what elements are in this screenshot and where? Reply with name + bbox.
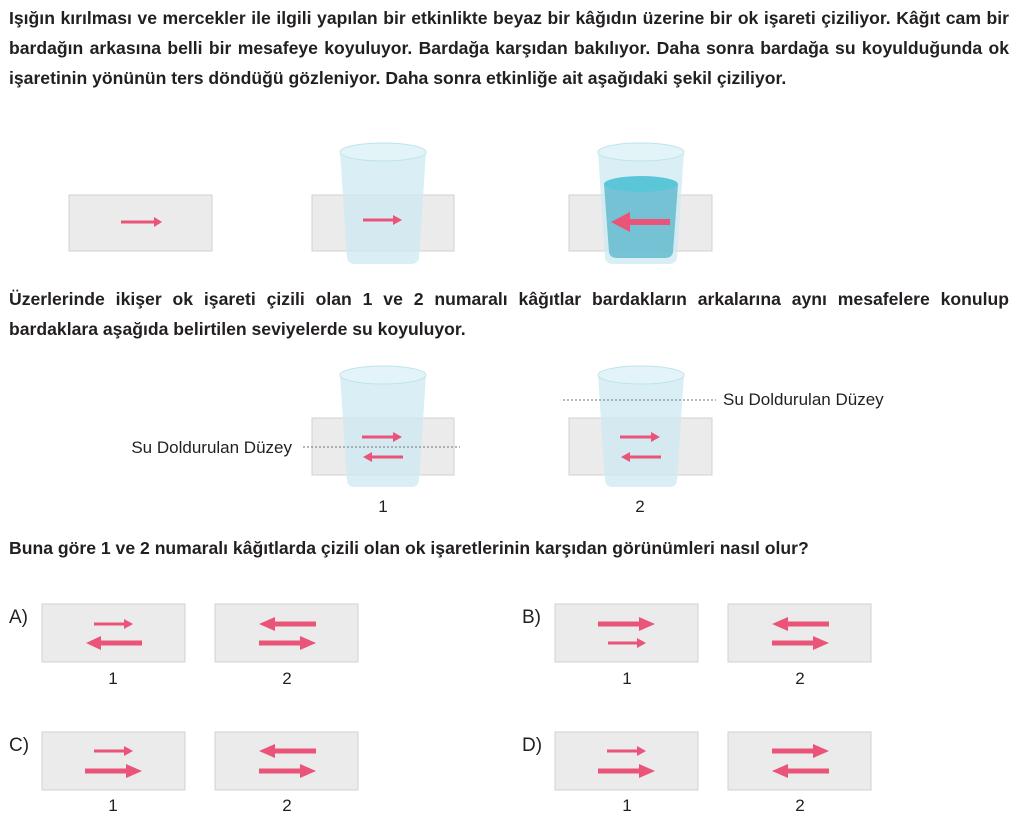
option-a-paper-1 [42,604,185,688]
paper-label: 2 [282,796,292,815]
paper-1-label: 1 [378,497,388,516]
paper-2-label: 2 [635,497,645,516]
option-b-paper-1 [555,604,698,688]
option-a[interactable] [9,604,358,688]
paper-label: 2 [282,669,292,688]
demo-water-glass [569,143,712,264]
paper-label: 1 [622,796,632,815]
middle-paragraph: Üzerlerinde ikişer ok işareti çizili olan 1 ve 2 numaralı kâğıtlar bardakların arkalarına aynı mesafelere konulup bardaklara aşağıda belirtilen seviyelerde su koyuluyor. [9,289,1009,339]
option-letter: C) [9,735,30,756]
paper-label: 2 [795,669,805,688]
intro-paragraph: Işığın kırılması ve mercekler ile ilgili yapılan bir etkinlikte beyaz bir kâğıdın üzerine bir ok işareti çiziliyor. Kâğıt cam bir bardağın arkasına belli bir mesafeye koyuluyor. Bardağa karşıdan bakılıyor. Daha sonra bardağa su koyulduğunda ok işaretinin yönünün ters döndüğü gözleniyor. Daha sonra etkinliğe ait aşağıdaki şekil çiziliyor. [9,8,1009,88]
water-level-label-right: Su Doldurulan Düzey [723,390,884,409]
option-d[interactable] [522,732,871,815]
paper-label: 2 [795,796,805,815]
option-d-paper-2 [728,732,871,815]
setup-glass-1 [303,366,460,487]
option-letter: B) [522,607,541,628]
option-c-paper-2 [215,732,358,815]
paper-label: 1 [108,796,118,815]
setup-glass-2 [563,366,716,487]
option-letter: D) [522,735,543,756]
paper-label: 1 [108,669,118,688]
option-c[interactable] [9,732,358,815]
option-d-paper-1 [555,732,698,815]
water-level-label-left: Su Doldurulan Düzey [131,438,292,457]
option-c-paper-1 [42,732,185,815]
option-letter: A) [9,607,28,628]
demo-empty-glass [312,143,454,264]
option-b[interactable] [522,604,871,688]
option-b-paper-2 [728,604,871,688]
demo-paper-empty-glass-none [69,195,212,251]
option-a-paper-2 [215,604,358,688]
question-text: Buna göre 1 ve 2 numaralı kâğıtlarda çizili olan ok işaretlerinin karşıdan görünümleri nasıl olur? [9,538,809,558]
paper-label: 1 [622,669,632,688]
